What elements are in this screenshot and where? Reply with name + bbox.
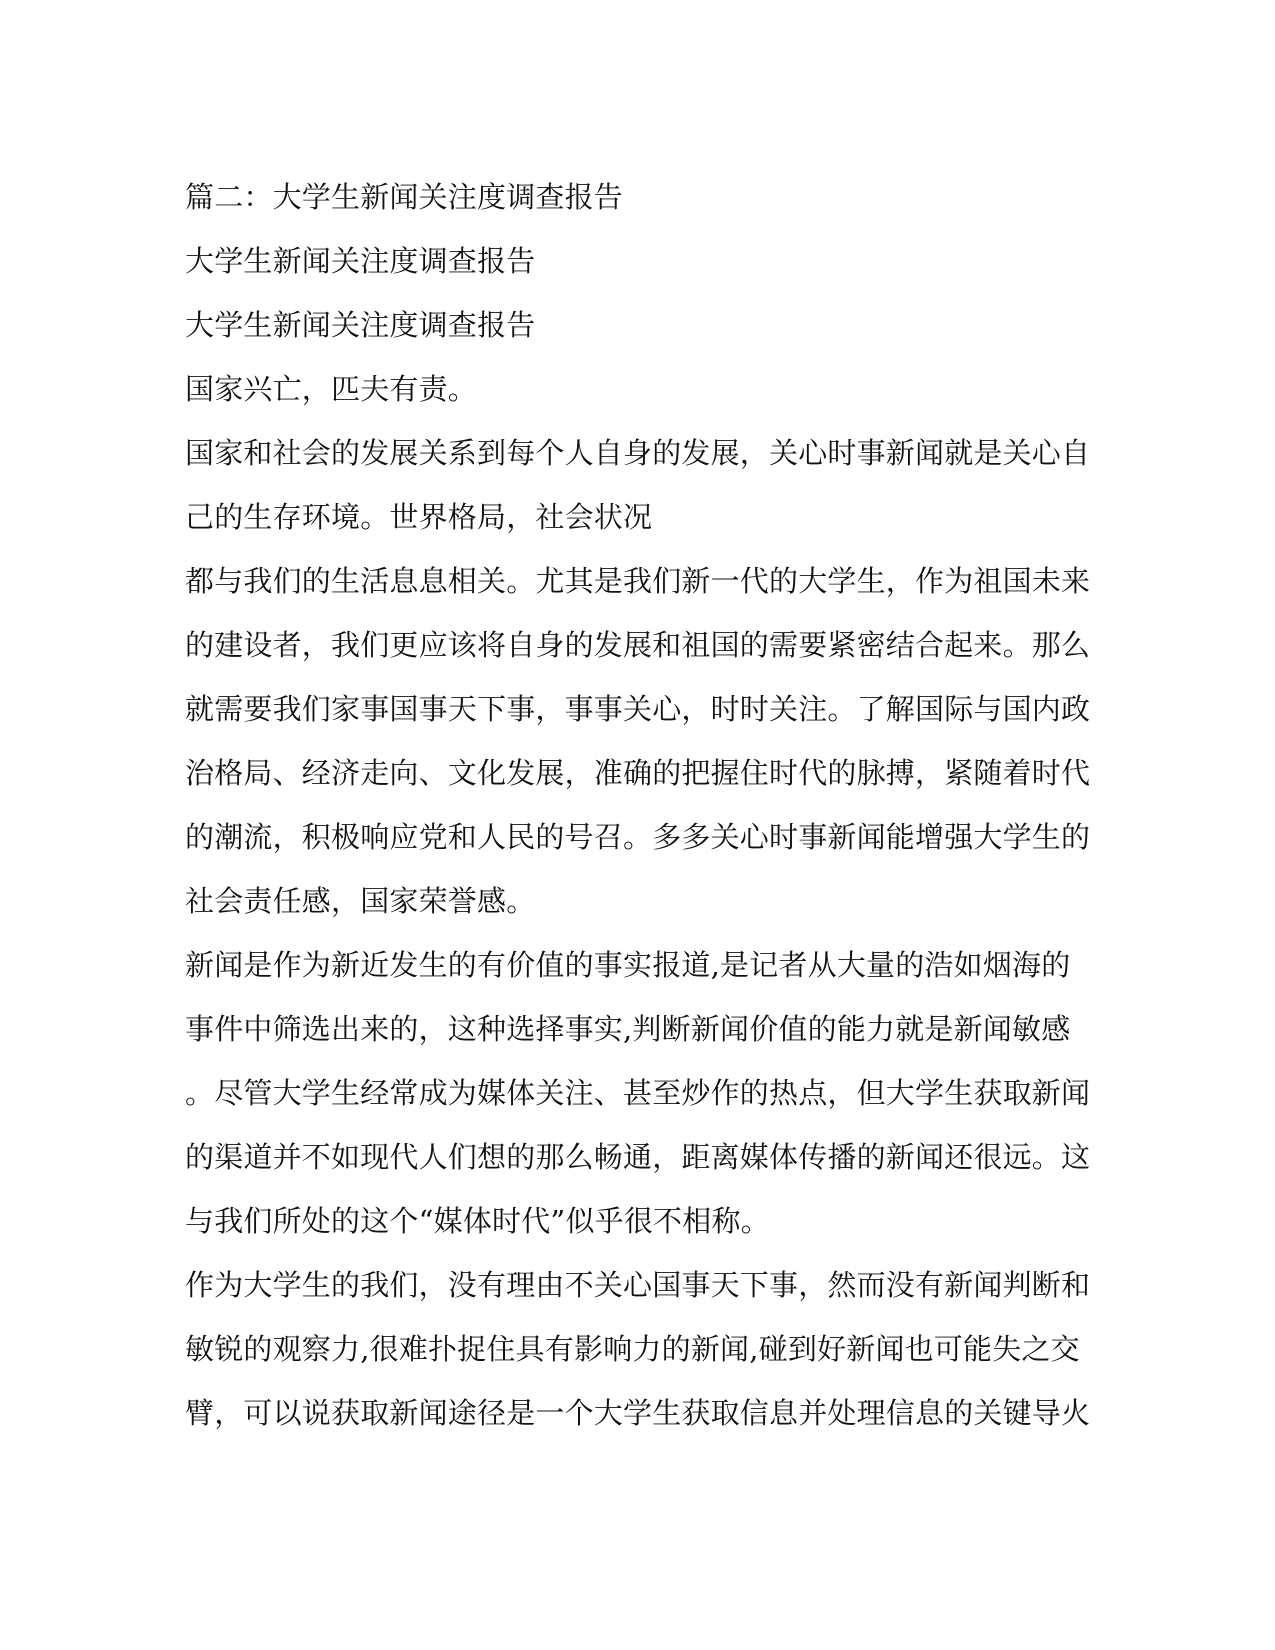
text-line: 的建设者，我们更应该将自身的发展和祖国的需要紧密结合起来。那么 [185,628,1091,662]
text-line: 国家兴亡，匹夫有责。 [185,372,478,406]
text-line: 治格局、经济走向、文化发展，准确的把握住时代的脉搏，紧随着时代 [185,756,1091,790]
text-line: 己的生存环境。世界格局，社会状况 [185,500,653,534]
text-line: 的潮流，积极响应党和人民的号召。多多关心时事新闻能增强大学生的 [185,820,1091,854]
text-line: 都与我们的生活息息相关。尤其是我们新一代的大学生，作为祖国未来 [185,564,1091,598]
text-line: 敏锐的观察力,很难扑捉住具有影响力的新闻,碰到好新闻也可能失之交 [185,1332,1080,1366]
report-title-repeat: 大学生新闻关注度调查报告 [185,308,536,342]
text-line: 就需要我们家事国事天下事，事事关心，时时关注。了解国际与国内政 [185,692,1091,726]
text-line: 作为大学生的我们，没有理由不关心国事天下事，然而没有新闻判断和 [185,1268,1091,1302]
text-line: 事件中筛选出来的，这种选择事实,判断新闻价值的能力就是新闻敏感 [185,1012,1071,1046]
text-line: 臂，可以说获取新闻途径是一个大学生获取信息并处理信息的关键导火 [185,1396,1091,1430]
document-body [185,165,1091,1445]
report-title: 大学生新闻关注度调查报告 [185,244,536,278]
text-line: 社会责任感，国家荣誉感。 [185,884,536,918]
section-heading: 篇二：大学生新闻关注度调查报告 [185,180,624,214]
text-line: 国家和社会的发展关系到每个人自身的发展，关心时事新闻就是关心自 [185,436,1091,470]
text-line: 与我们所处的这个“媒体时代”似乎很不相称。 [185,1204,770,1238]
text-line: 的渠道并不如现代人们想的那么畅通，距离媒体传播的新闻还很远。这 [185,1140,1091,1174]
text-line: 。尽管大学生经常成为媒体关注、甚至炒作的热点，但大学生获取新闻 [185,1076,1091,1110]
text-line: 新闻是作为新近发生的有价值的事实报道,是记者从大量的浩如烟海的 [185,948,1071,982]
